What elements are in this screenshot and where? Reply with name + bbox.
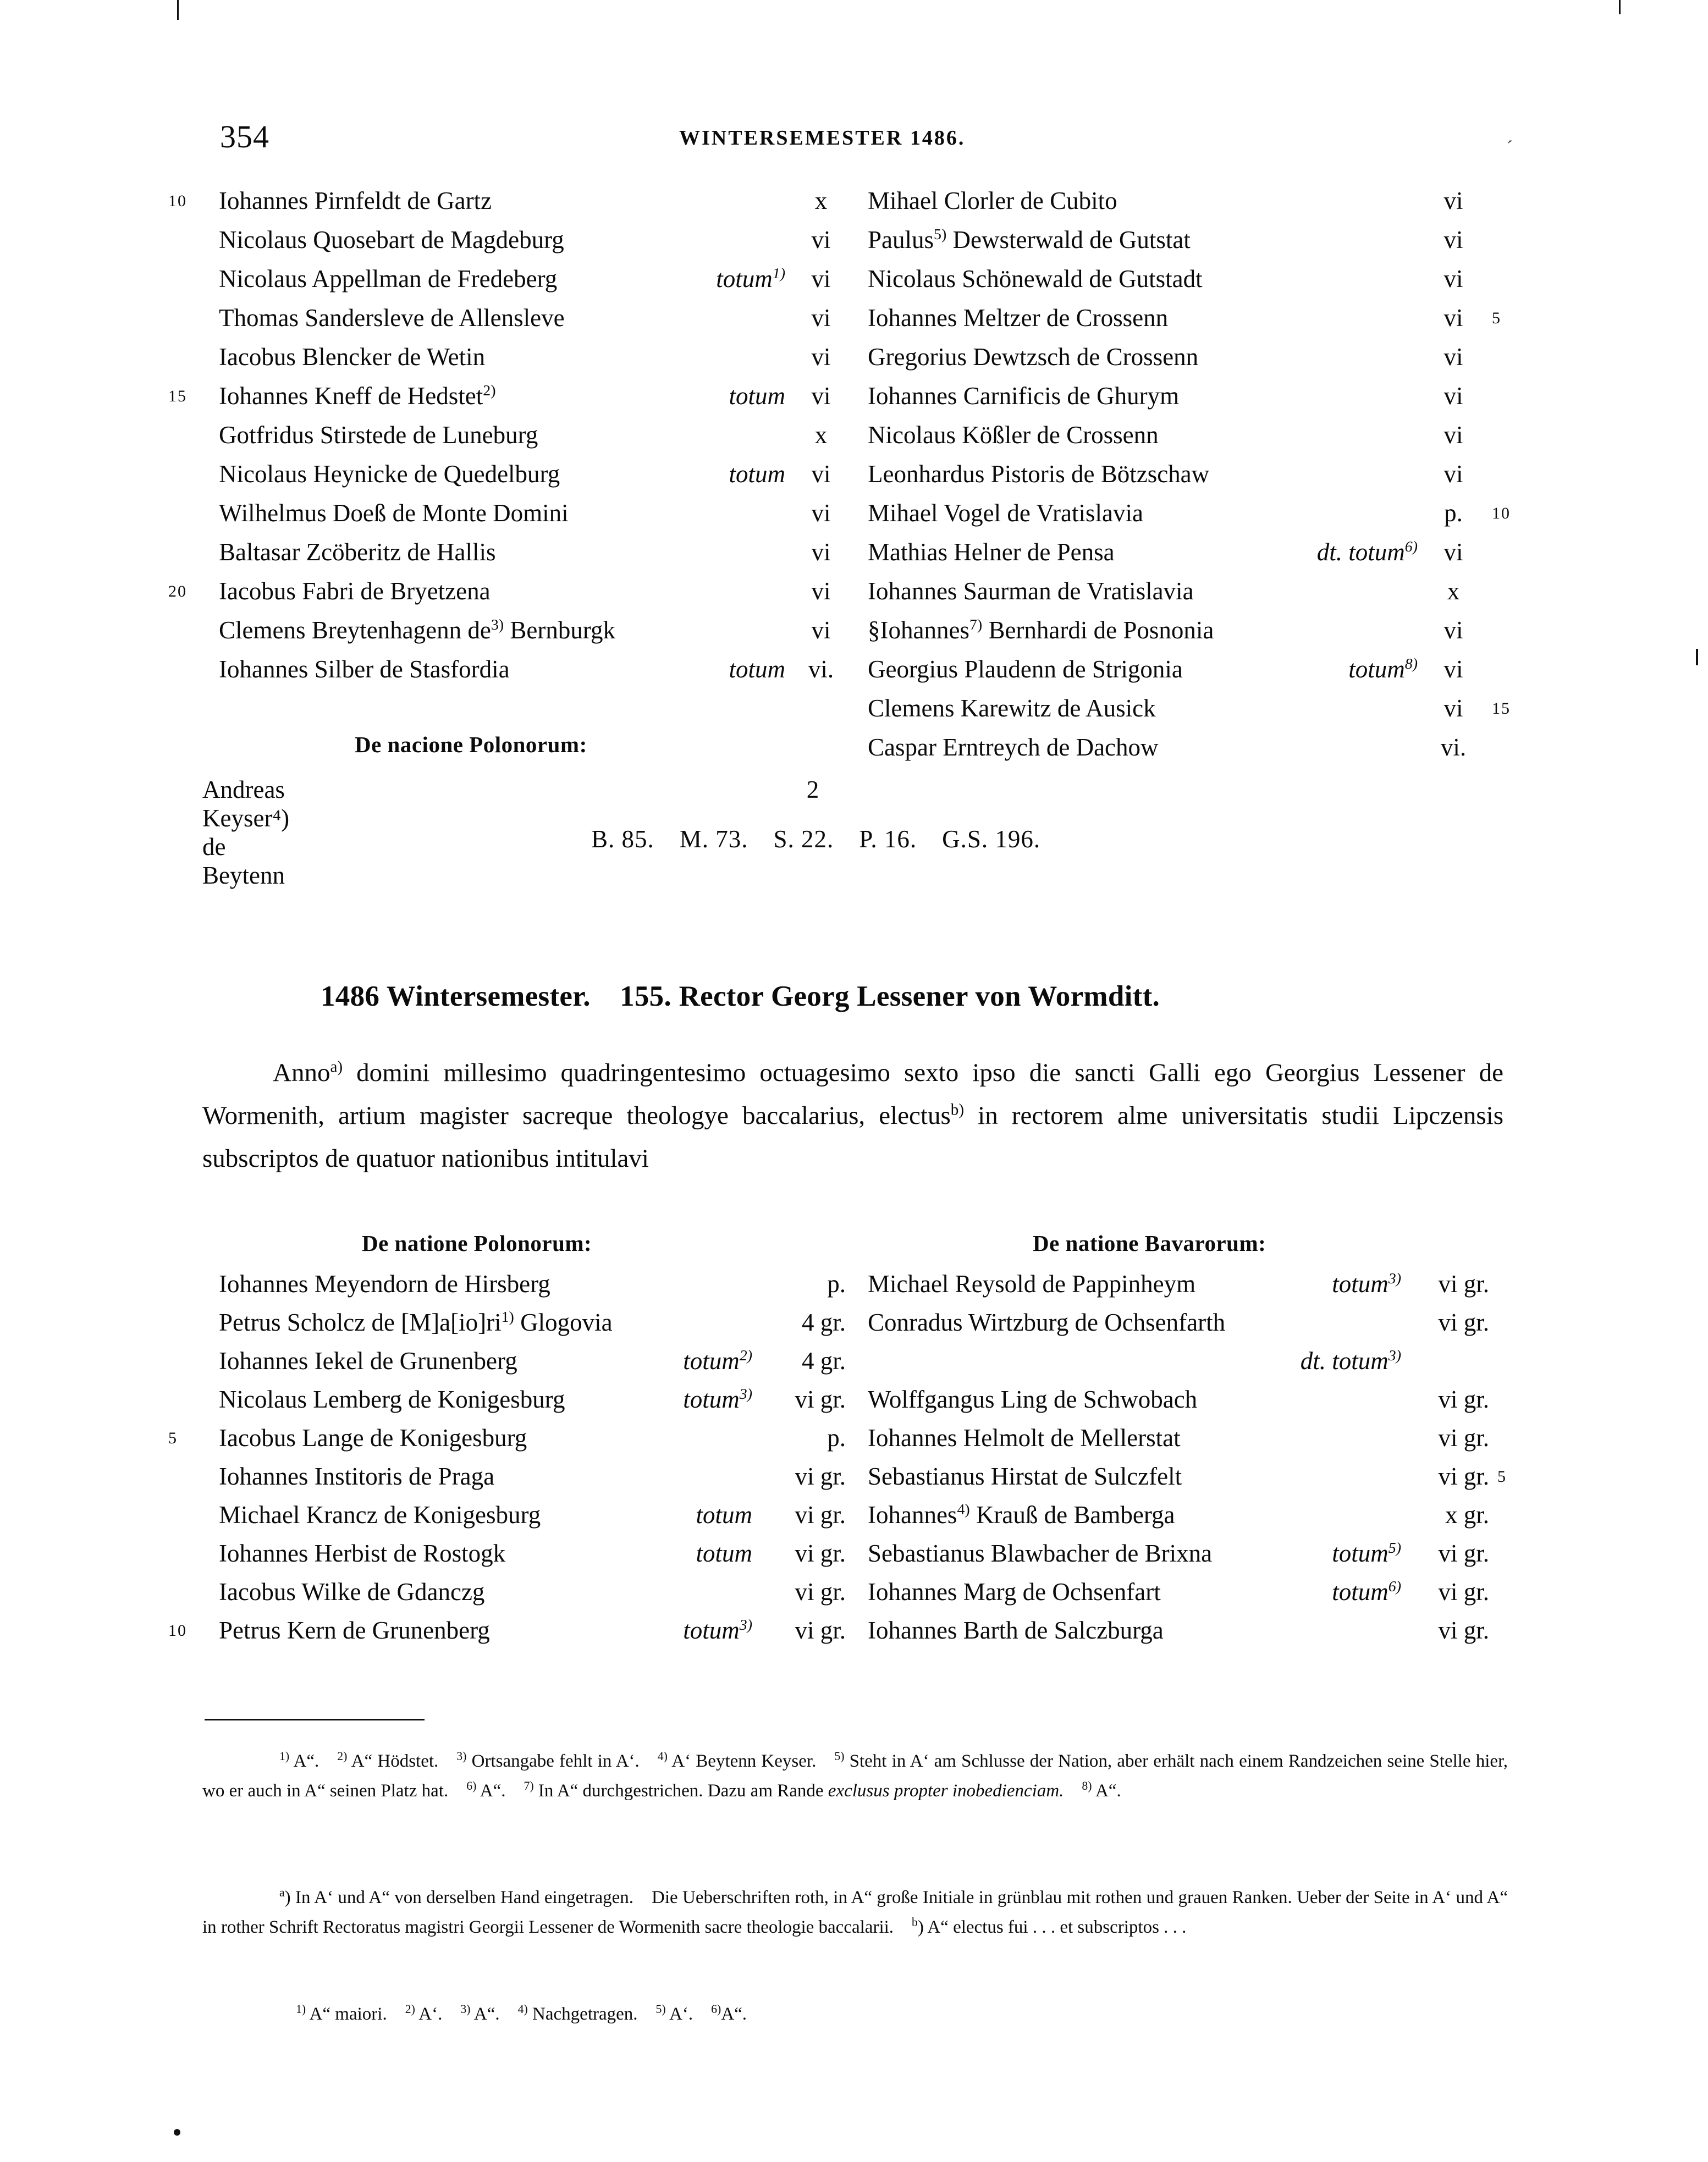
- register-2-right-column: [868, 1231, 1533, 1650]
- line-number: 5: [1492, 309, 1501, 327]
- entry-fee: 4 gr.: [801, 1309, 846, 1336]
- entry-fee: vi: [1443, 265, 1463, 293]
- footnotes-numeric-upper: $^{1)}$ A“. $^{2)}$ A“ Hödstet. $^{3)}$ Ortsangabe fehlt in A‘. $^{4)}$ A‘ Beytenn Keyser. $^{5)}$ Steht in A‘ am Schlusse der Nation, aber erhält nach einem Randzeichen seine Stelle hier, wo er auch in A“ seinen Platz hat. $^{6)}$ A“. $^{7)}$ In A“ durchgestrichen. Dazu am Rande exclusus propter inobedienciam. $^{8)}$ A“.: [202, 1750, 1508, 1801]
- register-entry: [168, 1419, 868, 1457]
- entry-name: §Iohannes$^{7)}$ Bernhardi de Posnonia: [868, 616, 1214, 644]
- entry-name: Iohannes Meltzer de Crossenn: [868, 304, 1169, 332]
- entry-fee: x gr.: [1445, 1501, 1489, 1529]
- entry-note: totum$^{5)}$: [1332, 1540, 1401, 1567]
- line-number: 5: [1497, 1468, 1507, 1486]
- entry-name: Wolffgangus Ling de Schwobach: [868, 1386, 1198, 1413]
- register-entry: [219, 1380, 868, 1419]
- entry-name: Iohannes$^{4)}$ Krauß de Bamberga: [868, 1501, 1175, 1529]
- register-entry: [868, 1265, 1533, 1303]
- crop-tick-right-mid: [1696, 649, 1698, 665]
- entry-fee: vi: [811, 265, 831, 293]
- page-number: 354: [220, 119, 269, 155]
- register-entry: [868, 299, 1528, 338]
- entry-name: Iohannes Helmolt de Mellerstat: [868, 1424, 1181, 1452]
- register-entry: [168, 377, 868, 416]
- register-entry: [219, 1265, 868, 1303]
- entry-fee: vi gr.: [1438, 1463, 1489, 1490]
- footnote-rule: [205, 1719, 425, 1720]
- line-number: 15: [168, 387, 187, 405]
- entry-name: Nicolaus Kößler de Crossenn: [868, 421, 1159, 449]
- entry-note: totum: [729, 655, 785, 683]
- register-list-1: [168, 181, 1528, 767]
- entry-name: Iohannes Pirnfeldt de Gartz: [219, 187, 492, 214]
- entry-name: Nicolaus Appellman de Fredeberg: [219, 265, 558, 293]
- entry-name: Iacobus Fabri de Bryetzena: [219, 577, 491, 605]
- entry-fee: vi gr.: [1438, 1386, 1489, 1413]
- register-entry: [219, 1303, 868, 1342]
- entry-name: Nicolaus Schönewald de Gutstadt: [868, 265, 1203, 293]
- entry-name: Iohannes Kneff de Hedstet$^{2)}$: [219, 382, 496, 410]
- entry-fee: vi: [1443, 343, 1463, 371]
- register-entry: [868, 1611, 1533, 1650]
- entry-note: totum$^{6)}$: [1332, 1578, 1401, 1606]
- register-entry: [868, 338, 1528, 377]
- entry-name: Nicolaus Lemberg de Konigesburg: [219, 1386, 565, 1413]
- crop-tick-top-right: [1619, 0, 1621, 14]
- entry-name: Wilhelmus Doeß de Monte Domini: [219, 499, 569, 527]
- register-2-left-column: [168, 1231, 868, 1650]
- register-entry: [868, 377, 1528, 416]
- entry-fee: vi: [811, 226, 831, 253]
- entry-fee: vi gr.: [795, 1501, 846, 1529]
- register-entry: [219, 1342, 868, 1380]
- entry-name: Andreas Keyser⁴) de Beytenn: [202, 776, 290, 889]
- register-entry: [868, 1342, 1533, 1380]
- entry-fee: vi: [1443, 382, 1463, 410]
- entry-fee: vi: [811, 382, 831, 410]
- entry-fee: vi: [811, 499, 831, 527]
- entry-name: Baltasar Zcöberitz de Hallis: [219, 538, 496, 566]
- register-entry: [168, 1611, 868, 1650]
- entry-fee: 2: [806, 776, 819, 803]
- entry-fee: p.: [827, 1424, 846, 1452]
- entry-fee: vi gr.: [795, 1578, 846, 1606]
- entry-note: totum: [696, 1501, 752, 1529]
- entry-name: Mihael Vogel de Vratislavia: [868, 499, 1143, 527]
- crop-tick-bottom-left: [174, 2129, 180, 2136]
- register-entry: [219, 299, 868, 338]
- register-entry: [868, 260, 1528, 299]
- entry-fee: vi.: [1440, 733, 1467, 761]
- entry-fee: vi: [1443, 226, 1463, 253]
- entry-fee: x: [814, 421, 828, 449]
- footnotes-alpha: $^a$) In A‘ und A“ von derselben Hand eingetragen. Die Ueberschriften roth, in A“ große Initiale in grünblau mit rothen und grauen Ranken. Ueber der Seite in A‘ und A“ in rother Schrift Rectoratus magistri Georgii Lessener de Wormenith sacre theologie baccalarii. $^b$) A“ electus fui . . . et subscriptos . . .: [202, 1886, 1508, 1937]
- register-entry: [868, 416, 1528, 455]
- entry-name: Thomas Sandersleve de Allensleve: [219, 304, 565, 332]
- entry-name: Nicolaus Heynicke de Quedelburg: [219, 460, 560, 488]
- register-entry: [868, 1419, 1533, 1457]
- entry-note: totum$^{3)}$: [683, 1386, 752, 1413]
- entry-name: Gregorius Dewtzsch de Crossenn: [868, 343, 1199, 371]
- section-heading: 1486 Wintersemester. 155. Rector Georg Lessener von Wormditt.: [321, 980, 1160, 1012]
- heading-de-nacione-polonorum: De nacione Polonorum:: [355, 732, 587, 757]
- entry-fee: vi: [1443, 187, 1463, 214]
- register-entry: [219, 533, 868, 572]
- entry-fee: vi: [811, 616, 831, 644]
- line-number: 10: [168, 1622, 187, 1640]
- register-1-right-column: [868, 181, 1528, 767]
- entry-fee: vi gr.: [795, 1463, 846, 1490]
- line-number: 20: [168, 582, 187, 600]
- entry-name: Iohannes Carnificis de Ghurym: [868, 382, 1180, 410]
- entry-fee: x: [814, 187, 828, 214]
- entry-note: totum$^{8)}$: [1348, 655, 1418, 683]
- register-entry: [868, 533, 1528, 572]
- register-entry: [868, 1457, 1533, 1496]
- register-entry: [868, 650, 1528, 689]
- entry-fee: vi: [1443, 655, 1463, 683]
- register-entry: [219, 1496, 868, 1534]
- entry-name: Georgius Plaudenn de Strigonia: [868, 655, 1183, 683]
- entry-fee: vi.: [808, 655, 834, 683]
- register-entry: [868, 1380, 1533, 1419]
- entry-name: Caspar Erntreych de Dachow: [868, 733, 1159, 761]
- register-entry: [219, 1573, 868, 1611]
- register-entry: [168, 181, 868, 220]
- entry-name: Iohannes Marg de Ochsenfart: [868, 1578, 1161, 1606]
- register-entry: [868, 494, 1528, 533]
- entry-fee: p.: [827, 1270, 846, 1298]
- entry-name: Petrus Scholcz de $[M]a[io]ri^{1)}$ Glogovia: [219, 1309, 613, 1336]
- entry-fee: x: [1447, 577, 1460, 605]
- entry-name: Sebastianus Blawbacher de Brixna: [868, 1540, 1213, 1567]
- register-entry: [219, 611, 868, 650]
- register-entry: [219, 1534, 868, 1573]
- entry-name: Petrus Kern de Grunenberg: [219, 1617, 490, 1644]
- entry-fee: 4 gr.: [801, 1347, 846, 1375]
- register-entry: [219, 416, 868, 455]
- heading-de-natione-polonorum: De natione Polonorum:: [362, 1231, 592, 1256]
- entry-fee: vi gr.: [795, 1540, 846, 1567]
- register-entry: [219, 338, 868, 377]
- entry-fee: vi: [811, 577, 831, 605]
- entry-note: totum: [729, 460, 785, 488]
- register-1-left-column: [168, 181, 868, 767]
- entry-fee: vi: [1443, 616, 1463, 644]
- entry-fee: vi: [1443, 421, 1463, 449]
- entry-fee: vi: [1443, 538, 1463, 566]
- entry-name: Iacobus Blencker de Wetin: [219, 343, 486, 371]
- register-entry: [868, 572, 1528, 611]
- footnotes-numeric-lower: $^{1)}$ A“ maiori. $^{2)}$ A‘. $^{3)}$ A“. $^{4)}$ Nachgetragen. $^{5)}$ A‘. $^{6)}$A“.: [296, 2003, 747, 2024]
- entry-name: Mihael Clorler de Cubito: [868, 187, 1117, 214]
- register-entry: [868, 181, 1528, 220]
- register-entry: [219, 455, 868, 494]
- entry-note: totum$^{2)}$: [683, 1347, 752, 1375]
- entry-name: Nicolaus Quosebart de Magdeburg: [219, 226, 564, 253]
- entry-name: Michael Reysold de Pappinheym: [868, 1270, 1196, 1298]
- entry-fee: vi gr.: [1438, 1309, 1489, 1336]
- entry-name: Iohannes Herbist de Rostogk: [219, 1540, 506, 1567]
- register-entry: [219, 650, 868, 689]
- line-number: 10: [1492, 504, 1511, 522]
- entry-fee: vi gr.: [1438, 1540, 1489, 1567]
- register-1-summary: B. 85. M. 73. S. 22. P. 16. G.S. 196.: [591, 825, 1041, 853]
- register-entry: [219, 260, 868, 299]
- entry-note: dt. totum$^{6)}$: [1316, 538, 1418, 566]
- entry-name: Clemens Karewitz de Ausick: [868, 694, 1156, 722]
- entry-name: Conradus Wirtzburg de Ochsenfarth: [868, 1309, 1226, 1336]
- entry-fee: vi gr.: [1438, 1424, 1489, 1452]
- entry-note: totum: [696, 1540, 752, 1567]
- register-entry: [868, 455, 1528, 494]
- entry-name: Paulus$^{5)}$ Dewsterwald de Gutstat: [868, 226, 1191, 253]
- entry-fee: vi gr.: [1438, 1617, 1489, 1644]
- entry-note: totum: [729, 382, 785, 410]
- entry-fee: vi gr.: [1438, 1578, 1489, 1606]
- register-entry: [868, 1303, 1533, 1342]
- entry-note: dt. totum$^{3)}$: [1300, 1347, 1401, 1375]
- entry-fee: vi: [1443, 304, 1463, 332]
- entry-fee: vi: [811, 343, 831, 371]
- crop-tick-top: [177, 0, 179, 20]
- entry-name: Iohannes Silber de Stasfordia: [219, 655, 510, 683]
- entry-fee: vi: [811, 304, 831, 332]
- entry-name: Iohannes Barth de Salczburga: [868, 1617, 1164, 1644]
- entry-fee: vi: [811, 460, 831, 488]
- entry-note: totum$^{3)}$: [683, 1617, 752, 1644]
- heading-de-natione-bavarorum: De natione Bavarorum:: [1033, 1231, 1266, 1256]
- rector-declaration-paragraph: Anno$^{a)}$ domini millesimo quadringentesimo octuagesimo sexto ipso die sancti Galli ego Georgius Lessener de Wormenith, artium magister sacreque theologye baccalarius, electus$^{b)}$ in rectorem alme universitatis studii Lipczensis subscriptos de quatuor nationibus intitulavi: [202, 1058, 1503, 1173]
- register-entry: [868, 611, 1528, 650]
- register-entry: [168, 572, 868, 611]
- register-entry: [868, 1573, 1533, 1611]
- corner-mark: ˊ: [1506, 137, 1513, 158]
- entry-name: Gotfridus Stirstede de Luneburg: [219, 421, 538, 449]
- register-entry: [219, 1457, 868, 1496]
- entry-name: Iohannes Institoris de Praga: [219, 1463, 495, 1490]
- entry-fee: vi: [811, 538, 831, 566]
- register-entry: [868, 220, 1528, 260]
- entry-fee: vi: [1443, 694, 1463, 722]
- entry-name: Leonhardus Pistoris de Bötzschaw: [868, 460, 1210, 488]
- entry-name: Iohannes Saurman de Vratislavia: [868, 577, 1194, 605]
- line-number: 5: [168, 1429, 178, 1447]
- register-entry: [868, 1496, 1533, 1534]
- entry-name: Mathias Helner de Pensa: [868, 538, 1115, 566]
- register-entry: [868, 1534, 1533, 1573]
- entry-note: totum$^{3)}$: [1332, 1270, 1401, 1298]
- entry-name: Clemens Breytenhagenn $de^{3)}$ Bernburgk: [219, 616, 615, 644]
- register-list-2: [168, 1231, 1533, 1650]
- entry-fee: vi gr.: [795, 1386, 846, 1413]
- entry-name: Sebastianus Hirstat de Sulczfelt: [868, 1463, 1182, 1490]
- entry-fee: vi: [1443, 460, 1463, 488]
- entry-fee: vi gr.: [1438, 1270, 1489, 1298]
- entry-name: Iohannes Iekel de Grunenberg: [219, 1347, 517, 1375]
- register-entry: [868, 689, 1528, 728]
- register-entry: [868, 728, 1528, 767]
- entry-name: Michael Krancz de Konigesburg: [219, 1501, 541, 1529]
- register-entry: [219, 220, 868, 260]
- running-head: [0, 118, 1708, 155]
- entry-name: Iacobus Lange de Konigesburg: [219, 1424, 527, 1452]
- running-title: WINTERSEMESTER 1486.: [679, 126, 966, 150]
- line-number: 15: [1492, 699, 1511, 718]
- entry-name: Iohannes Meyendorn de Hirsberg: [219, 1270, 550, 1298]
- entry-name: Iacobus Wilke de Gdanczg: [219, 1578, 485, 1606]
- entry-fee: p.: [1444, 499, 1463, 527]
- entry-note: totum$^{1)}$: [716, 265, 785, 293]
- line-number: 10: [168, 192, 187, 210]
- register-entry: [219, 494, 868, 533]
- entry-fee: vi gr.: [795, 1617, 846, 1644]
